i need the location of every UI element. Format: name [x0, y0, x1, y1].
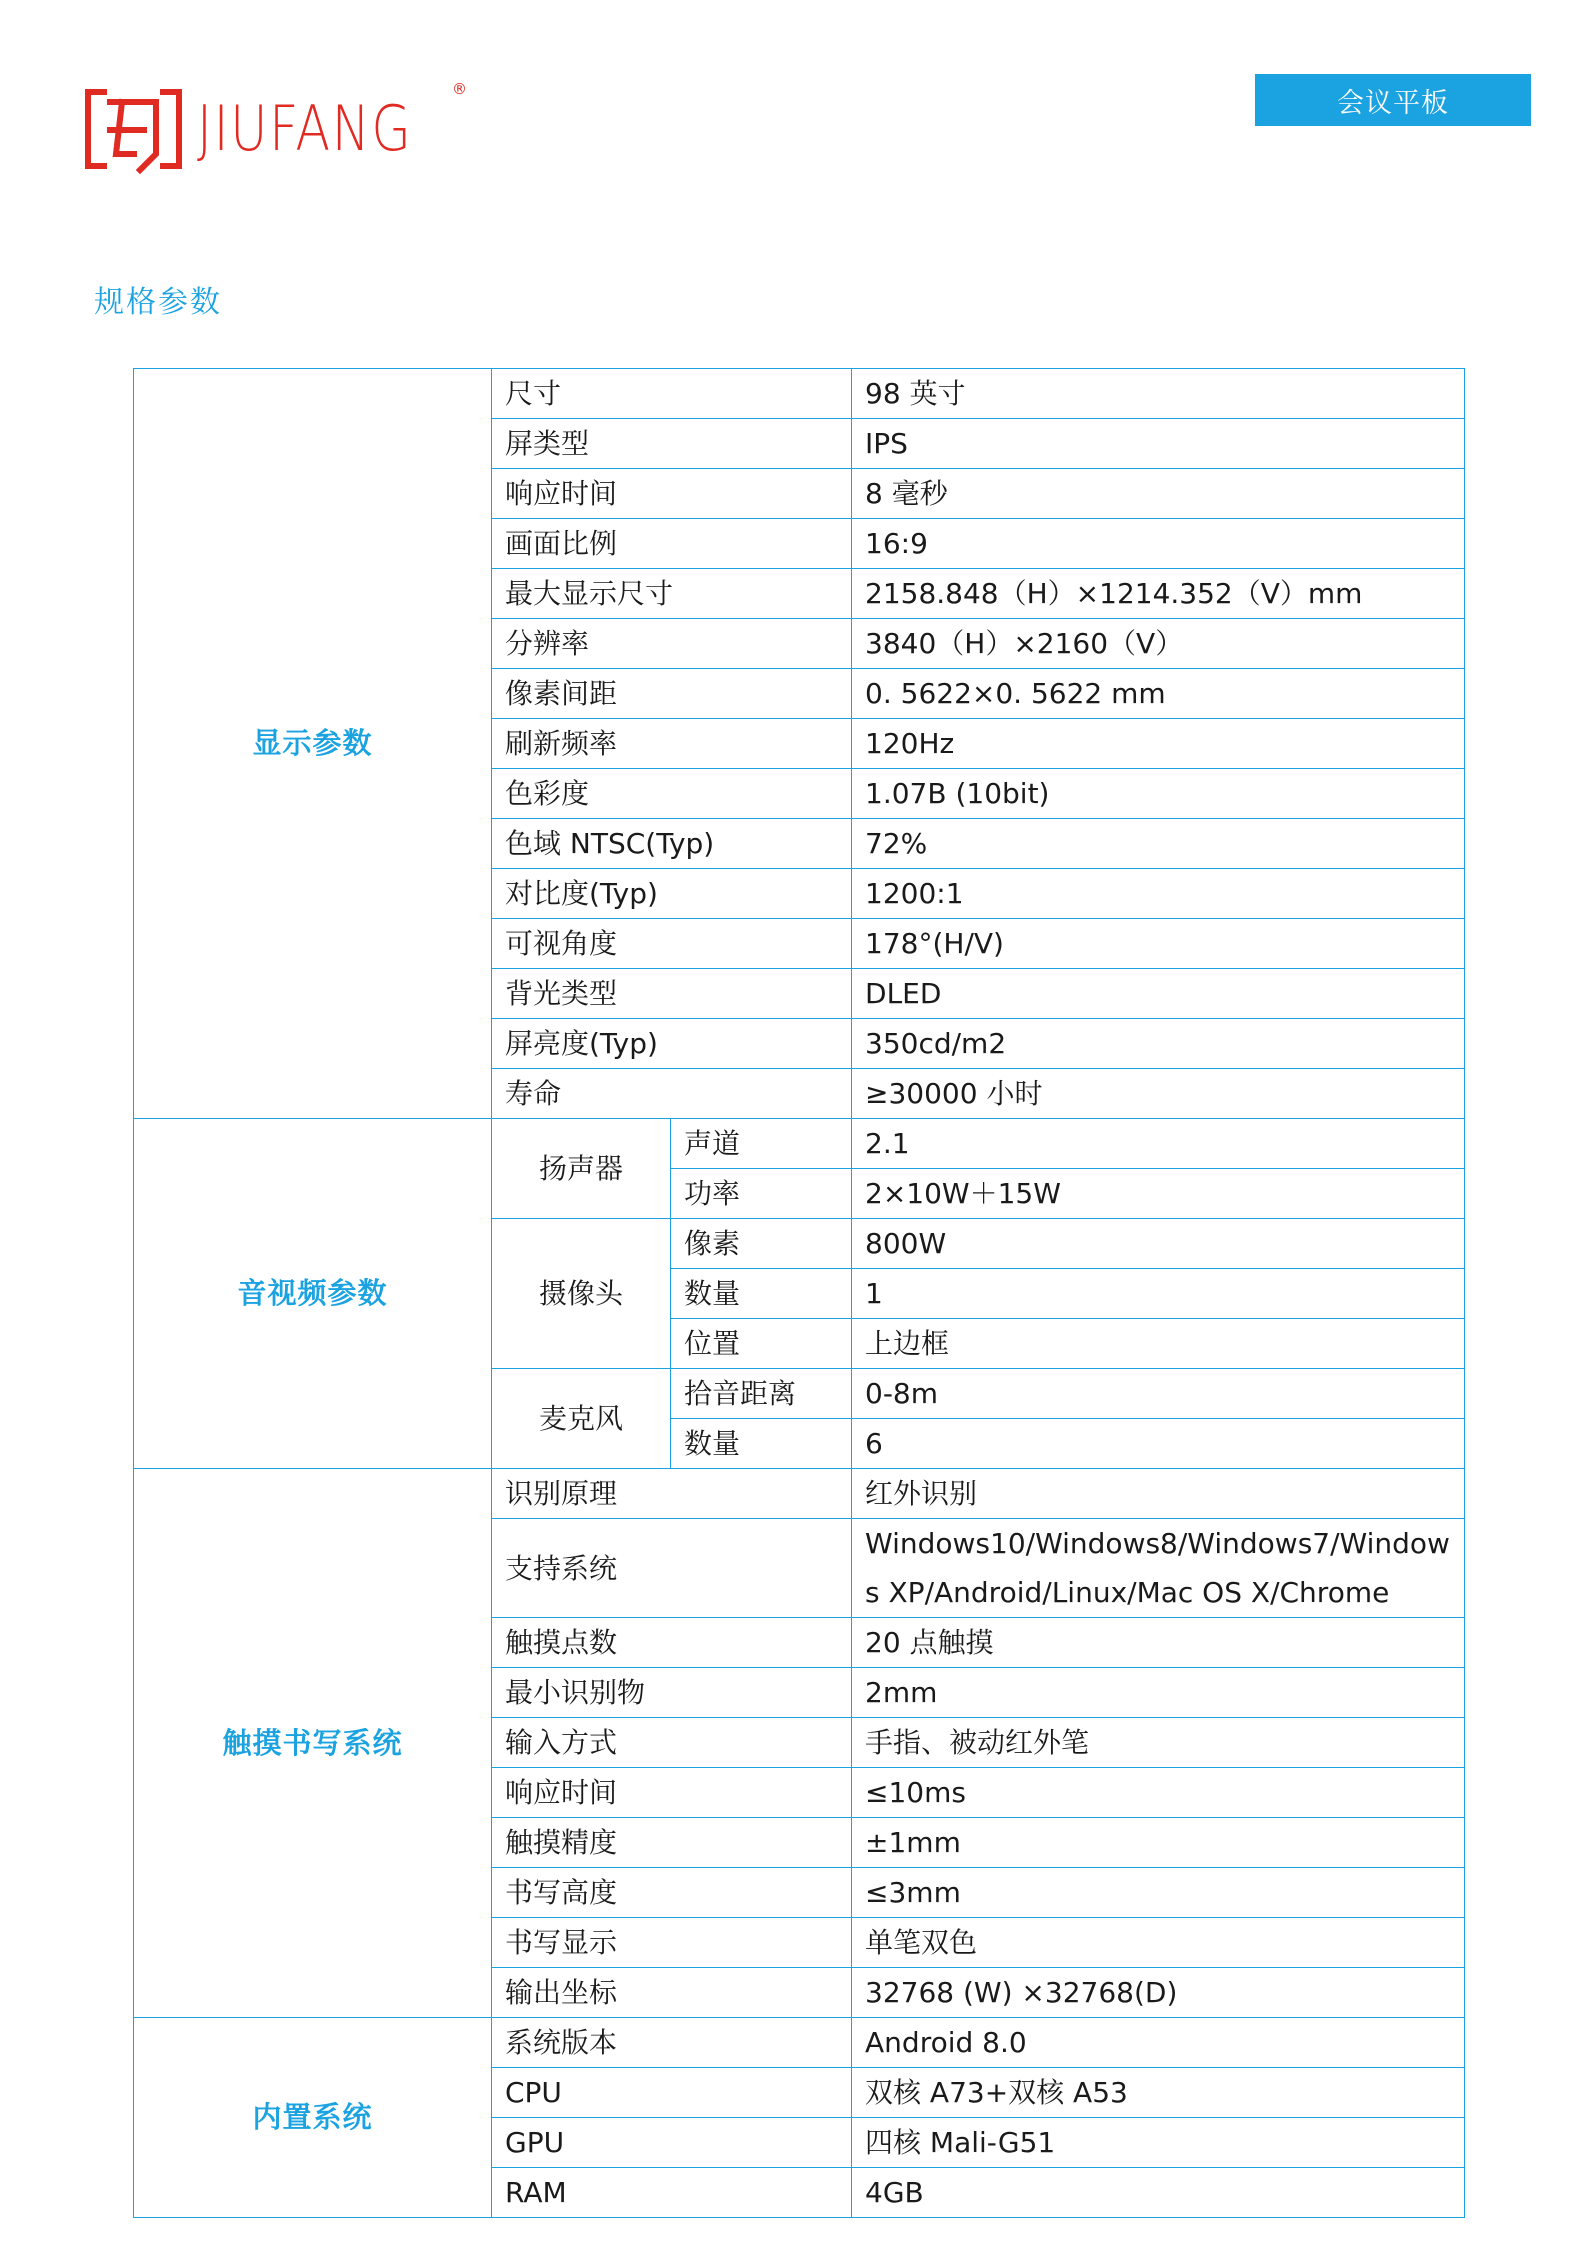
spec-value: ≤3mm — [852, 1868, 1465, 1918]
spec-value: 2×10W＋15W — [852, 1169, 1465, 1219]
spec-value: 4GB — [852, 2168, 1465, 2218]
spec-label: RAM — [492, 2168, 852, 2218]
spec-label: 最小识别物 — [492, 1668, 852, 1718]
spec-label: 响应时间 — [492, 469, 852, 519]
spec-value: ≥30000 小时 — [852, 1069, 1465, 1119]
spec-value: 20 点触摸 — [852, 1618, 1465, 1668]
spec-value: 0. 5622×0. 5622 mm — [852, 669, 1465, 719]
spec-label: 像素间距 — [492, 669, 852, 719]
spec-value: 3840（H）×2160（V） — [852, 619, 1465, 669]
spec-label: 对比度(Typ) — [492, 869, 852, 919]
spec-label: 书写显示 — [492, 1918, 852, 1968]
spec-label: 书写高度 — [492, 1868, 852, 1918]
spec-label: 系统版本 — [492, 2018, 852, 2068]
spec-value: ±1mm — [852, 1818, 1465, 1868]
spec-value: 0-8m — [852, 1369, 1465, 1419]
group-label-av: 音视频参数 — [134, 1119, 492, 1469]
spec-label: 触摸点数 — [492, 1618, 852, 1668]
table-row — [134, 369, 1465, 419]
spec-label: 功率 — [671, 1169, 852, 1219]
brand-logo — [82, 80, 467, 174]
spec-value: 16:9 — [852, 519, 1465, 569]
spec-label: 位置 — [671, 1319, 852, 1369]
spec-value: 单笔双色 — [852, 1918, 1465, 1968]
spec-value: 2158.848（H）×1214.352（V）mm — [852, 569, 1465, 619]
spec-value: 2.1 — [852, 1119, 1465, 1169]
subgroup-speaker: 扬声器 — [492, 1119, 671, 1219]
spec-label: 像素 — [671, 1219, 852, 1269]
subgroup-camera: 摄像头 — [492, 1219, 671, 1369]
spec-value: 350cd/m2 — [852, 1019, 1465, 1069]
spec-label: 声道 — [671, 1119, 852, 1169]
spec-label: 寿命 — [492, 1069, 852, 1119]
group-label-display: 显示参数 — [134, 369, 492, 1119]
spec-value: 上边框 — [852, 1319, 1465, 1369]
spec-value: Windows10/Windows8/Windows7/Windows XP/Android/Linux/Mac OS X/Chrome — [852, 1519, 1465, 1618]
spec-value: 800W — [852, 1219, 1465, 1269]
spec-label: 拾音距离 — [671, 1369, 852, 1419]
spec-value: 手指、被动红外笔 — [852, 1718, 1465, 1768]
spec-label: 最大显示尺寸 — [492, 569, 852, 619]
spec-value: 120Hz — [852, 719, 1465, 769]
group-label-system: 内置系统 — [134, 2018, 492, 2218]
spec-label: 数量 — [671, 1269, 852, 1319]
spec-label: 屏类型 — [492, 419, 852, 469]
spec-value: 红外识别 — [852, 1469, 1465, 1519]
spec-label: CPU — [492, 2068, 852, 2118]
spec-value: 98 英寸 — [852, 369, 1465, 419]
category-badge: 会议平板 — [1255, 74, 1531, 126]
spec-label: 支持系统 — [492, 1519, 852, 1618]
spec-label: GPU — [492, 2118, 852, 2168]
spec-label: 背光类型 — [492, 969, 852, 1019]
spec-value: 2mm — [852, 1668, 1465, 1718]
spec-value: 1200:1 — [852, 869, 1465, 919]
spec-value: 1 — [852, 1269, 1465, 1319]
spec-label: 响应时间 — [492, 1768, 852, 1818]
spec-label: 触摸精度 — [492, 1818, 852, 1868]
spec-value: IPS — [852, 419, 1465, 469]
spec-value: ≤10ms — [852, 1768, 1465, 1818]
spec-value: Android 8.0 — [852, 2018, 1465, 2068]
spec-label: 色域 NTSC(Typ) — [492, 819, 852, 869]
spec-value: 6 — [852, 1419, 1465, 1469]
spec-label: 画面比例 — [492, 519, 852, 569]
spec-label: 输出坐标 — [492, 1968, 852, 2018]
spec-label: 可视角度 — [492, 919, 852, 969]
registered-mark: ® — [452, 80, 467, 98]
spec-label: 数量 — [671, 1419, 852, 1469]
group-label-touch: 触摸书写系统 — [134, 1469, 492, 2018]
spec-label: 识别原理 — [492, 1469, 852, 1519]
spec-label: 输入方式 — [492, 1718, 852, 1768]
spec-value: 1.07B (10bit) — [852, 769, 1465, 819]
spec-label: 刷新频率 — [492, 719, 852, 769]
spec-value: 178°(H/V) — [852, 919, 1465, 969]
section-title: 规格参数 — [94, 285, 222, 320]
table-row — [134, 1469, 1465, 1519]
table-row — [134, 2018, 1465, 2068]
table-row — [134, 1119, 1465, 1169]
spec-value: 双核 A73+双核 A53 — [852, 2068, 1465, 2118]
spec-label: 尺寸 — [492, 369, 852, 419]
brand-name: JIUFANG — [197, 92, 413, 165]
spec-label: 分辨率 — [492, 619, 852, 669]
spec-value: 8 毫秒 — [852, 469, 1465, 519]
spec-value: DLED — [852, 969, 1465, 1019]
subgroup-microphone: 麦克风 — [492, 1369, 671, 1469]
spec-label: 屏亮度(Typ) — [492, 1019, 852, 1069]
spec-table — [133, 368, 1465, 2218]
spec-label: 色彩度 — [492, 769, 852, 819]
jiufang-logo-icon — [82, 84, 185, 174]
spec-value: 32768 (W) ×32768(D) — [852, 1968, 1465, 2018]
spec-value: 四核 Mali-G51 — [852, 2118, 1465, 2168]
spec-value: 72% — [852, 819, 1465, 869]
